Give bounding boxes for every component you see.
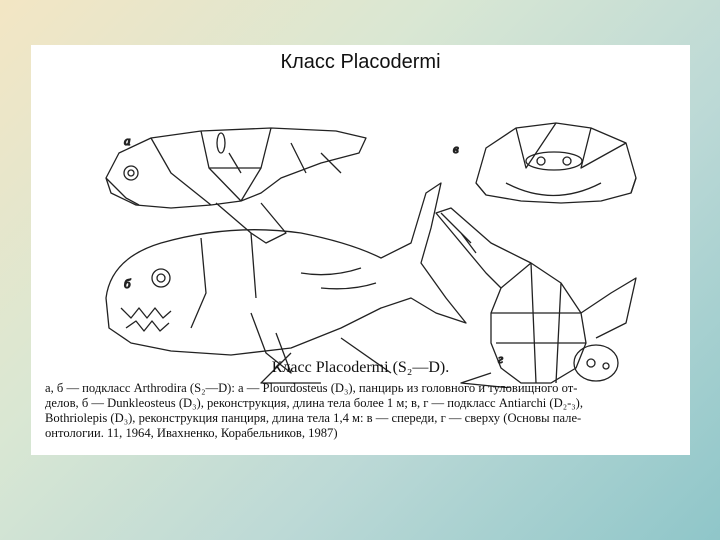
figure-a-armour (106, 128, 366, 243)
figure-b-label: б (124, 276, 131, 291)
figure-b-fish (106, 183, 466, 383)
caption-line: а, б — подкласс Arthrodira (S₂—D): а — Plourdosteus (D₃), панцирь из головного и туловищного от- (45, 381, 578, 395)
placoderm-illustration (91, 83, 661, 388)
figure-a-label: а (124, 133, 131, 148)
figure-v-label: в (453, 141, 459, 156)
figure-v-armour-front (476, 123, 636, 203)
caption-text (45, 381, 675, 441)
slide-content (31, 45, 690, 455)
slide-title: Класс Placodermi (280, 51, 441, 73)
caption-line: делов, б — Dunkleosteus (D₃), реконструкция, длина тела более 1 м; в, г — подкласс Antiarchi (D₂-₃), (45, 396, 584, 410)
caption-title: Класс Placodermi (S₂—D). (271, 359, 450, 376)
caption-line: онтологии. 11, 1964, Ивахненко, Корабельников, 1987) (45, 426, 338, 440)
caption-line: Bothriolepis (D₃), реконструкция панциря, длина тела 1,4 м: в — спереди, г — сверху (Основы пале- (45, 411, 582, 425)
figure-g-label: г (498, 351, 504, 366)
